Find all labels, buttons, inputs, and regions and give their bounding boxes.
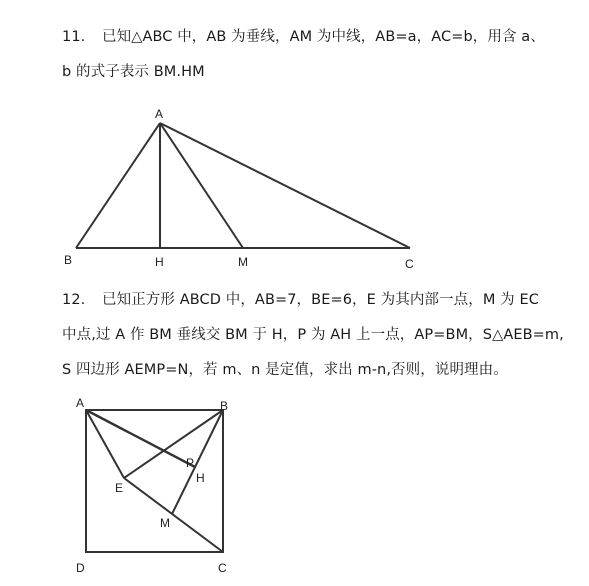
- label-12-c: C: [218, 561, 227, 575]
- problem-12-line-1: [62, 290, 539, 310]
- problem-12-text-1: 已知正方形 ABCD 中，AB=7，BE=6，E 为其内部一点，M 为 EC: [102, 292, 539, 308]
- label-h: H: [155, 255, 164, 269]
- problem-11-text-2: b 的式子表示 BM.HM: [62, 64, 205, 80]
- label-b: B: [64, 253, 73, 267]
- label-12-m: M: [160, 516, 170, 530]
- segment-ec: [124, 478, 223, 552]
- label-12-h: H: [196, 471, 205, 485]
- problem-12-line-2: [62, 325, 564, 345]
- label-m: M: [238, 255, 248, 269]
- problem-11-text-1: 已知△ABC 中，AB 为垂线，AM 为中线，AB=a，AC=b，用含 a、: [102, 29, 545, 45]
- label-c: C: [405, 257, 414, 271]
- label-a: A: [155, 107, 164, 121]
- problem-11-number: 11.: [62, 29, 86, 45]
- segment-bm: [172, 410, 223, 514]
- label-12-d: D: [76, 561, 85, 575]
- problem-12-text-3: S 四边形 AEMP=N，若 m、n 是定值，求出 m-n,否则，说明理由。: [62, 362, 508, 378]
- problem-12-number: 12.: [62, 292, 86, 308]
- label-12-b: B: [220, 399, 229, 413]
- segment-am: [160, 123, 243, 248]
- label-12-a: A: [76, 396, 85, 410]
- segment-be: [124, 410, 223, 478]
- label-12-p: P: [186, 456, 195, 470]
- segment-ab: [76, 123, 160, 248]
- problem-12-line-3: [62, 360, 508, 380]
- label-12-e: E: [115, 481, 124, 495]
- segment-ac: [160, 123, 410, 248]
- problem-12-text-2: 中点,过 A 作 BM 垂线交 BM 于 H，P 为 AH 上一点，AP=BM，S△AEB=m,: [62, 327, 564, 343]
